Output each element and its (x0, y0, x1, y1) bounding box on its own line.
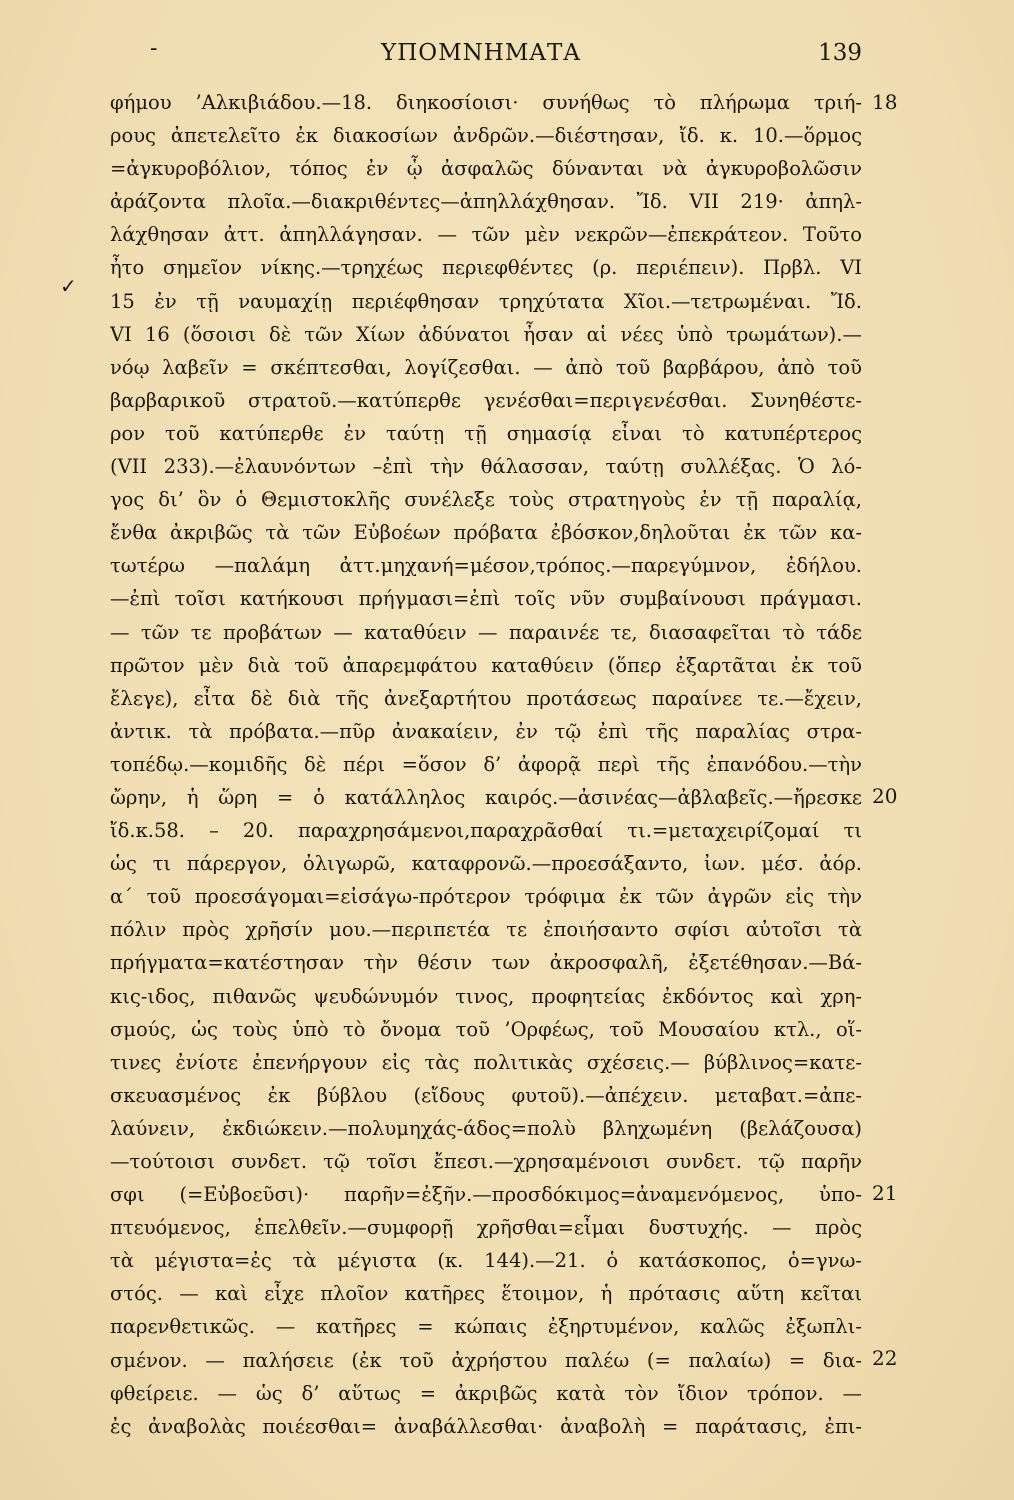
margin-number-22: 22 (872, 1346, 898, 1370)
text-line: τωτέρω —παλάμη ἀττ.μηχανή=μέσον,τρόπος.—παρεγύμνον, ἐδήλου. (110, 554, 862, 578)
text-line: ἐς ἀναβολὰς ποιέεσθαι= ἀναβάλλεσθαι· ἀναβολὴ = παράτασις, ἐπι- (110, 1414, 862, 1438)
text-line: τοπέδῳ.—κομιδῆς δὲ πέρι =ὅσον δ’ ἀφορᾷ περὶ τῆς ἐπανόδου.—τὴν (110, 752, 862, 776)
page-number: 139 (818, 40, 862, 66)
text-line: φθείρειε. — ὡς δ’ αὕτως = ἀκριβῶς κατὰ τὸν ἴδιον τρόπον. — (110, 1381, 862, 1405)
text-line: —τούτοισι συνδετ. τῷ τοῖσι ἔπεσι.—χρησαμένοισι συνδετ. τῷ παρῆν (110, 1150, 862, 1173)
text-line: πόλιν πρὸς χρῆσίν μου.—περιπετέα τε ἐποιήσαντο σφίσι αὐτοῖσι τὰ (110, 918, 862, 942)
text-line: σμένον. — παλήσειε (ἐκ τοῦ ἀχρήστου παλέω (= παλαίω) = δια- (110, 1348, 862, 1372)
text-line: σμούς, ὡς τοὺς ὑπὸ τὸ ὄνομα τοῦ ’Ορφέως, τοῦ Μουσαίου κτλ., οἵ- (110, 1017, 862, 1041)
text-line: α΄ τοῦ προεσάγομαι=εἰσάγω-πρότερον τρόφιμα ἐκ τῶν ἀγρῶν εἰς τὴν (110, 885, 862, 909)
text-line: ὤρην, ἡ ὥρη = ὁ κατάλληλος καιρός.—ἀσινέας—ἀβλαβεῖς.—ἤρεσκε (110, 785, 862, 809)
text-line: =ἀγκυροβόλιον, τόπος ἐν ᾧ ἀσφαλῶς δύνανται νὰ ἀγκυροβολῶσιν (110, 157, 862, 181)
text-line: τὰ μέγιστα=ἐς τὰ μέγιστα (κ. 144).—21. ὁ κατάσκοπος, ὁ=γνω- (110, 1249, 862, 1273)
text-line: τινες ἐνίοτε ἐπενήργουν εἰς τὰς πολιτικὰς σχέσεις.— βύβλινος=κατε- (110, 1050, 862, 1074)
text-line: — τῶν τε προβάτων — καταθύειν — παραινέε τε, διασαφεῖται τὸ τάδε (110, 620, 862, 644)
text-line: λαύνειν, ἐκδιώκειν.—πολυμηχάς-άδος=πολὺ βληχωμένη (βελάζουσα) (110, 1116, 862, 1140)
page-header (100, 36, 862, 76)
text-line: κις-ιδος, πιθανῶς ψευδώνυμόν τινος, προφητείας ἐκδόντος καὶ χρη- (110, 984, 862, 1008)
text-line: φήμου ’Αλκιβιάδου.—18. διηκοσίοισι· συνήθως τὸ πλήρωμα τριή- (110, 91, 862, 114)
text-line: πρήγματα=κατέστησαν τὴν θέσιν των ἀκροσφαλῆ, ἐξετέθησαν.—Βά- (110, 951, 862, 975)
text-line: παρενθετικῶς. — κατῆρες = κώπαις ἐξηρτυμένον, καλῶς ἐξωπλι- (110, 1315, 862, 1339)
text-line: πρῶτον μὲν διὰ τοῦ ἀπαρεμφάτου καταθύειν (ὅπερ ἐξαρτᾶται ἐκ τοῦ (110, 653, 862, 677)
margin-pencil-mark: ✓ (60, 274, 77, 298)
text-line: ἀντικ. τὰ πρόβατα.—πῦρ ἀνακαίειν, ἐν τῷ ἐπὶ τῆς παραλίας στρα- (110, 719, 862, 743)
text-line: ἔλεγε), εἶτα δὲ διὰ τῆς ἀνεξαρτήτου προτάσεως παραίνεε τε.—ἔχειν, (110, 686, 862, 710)
text-line: ἀράζοντα πλοῖα.—διακριθέντες—ἀπηλλάχθησαν. Ἴδ. VII 219· ἀπηλ- (110, 190, 862, 214)
text-line: πτευόμενος, ἐπελθεῖν.—συμφορῇ χρῆσθαι=εἶμαι δυστυχής. — πρὸς (110, 1216, 862, 1240)
text-line: βαρβαρικοῦ στρατοῦ.—κατύπερθε γενέσθαι=περιγενέσθαι. Συνηθέστε- (110, 388, 862, 412)
text-line: ἔνθα ἀκριβῶς τὰ τῶν Εὐβοέων πρόβατα ἐβόσκον,δηλοῦται ἐκ τῶν κα- (110, 521, 862, 545)
text-line: λάχθησαν ἀττ. ἀπηλλάγησαν. — τῶν μὲν νεκρῶν—ἐπεκράτεον. Τοῦτο (110, 223, 862, 247)
text-line: ἦτο σημεῖον νίκης.—τρηχέως περιεφθέντες (ρ. περιέπειν). Πρβλ. VI (110, 256, 862, 280)
text-line: ὡς τι πάρεργον, ὀλιγωρῶ, καταφρονῶ.—προεσάξαντο, ἰων. μέσ. ἀόρ. (110, 852, 862, 876)
commentary-text (110, 86, 862, 1443)
running-head-title: ΥΠΟΜΝΗΜΑΤΑ (381, 40, 581, 66)
text-line: 15 ἐν τῇ ναυμαχίῃ περιέφθησαν τρηχύτατα Χῖοι.—τετρωμέναι. Ἴδ. (110, 289, 862, 313)
text-line: —ἐπὶ τοῖσι κατήκουσι πρήγμασι=ἐπὶ τοῖς νῦν συμβαίνουσι πράγμασι. (110, 587, 862, 611)
margin-number-18: 18 (872, 90, 898, 114)
margin-number-20: 20 (872, 784, 898, 808)
margin-number-21: 21 (872, 1181, 898, 1205)
text-line: γος δι’ ὃν ὁ Θεμιστοκλῆς συνέλεξε τοὺς στρατηγοὺς ἐν τῇ παραλίᾳ, (110, 488, 862, 512)
text-line: ρον τοῦ κατύπερθε ἐν ταύτῃ τῇ σημασίᾳ εἶναι τὸ κατυπέρτερος (110, 421, 862, 445)
text-line: σφι (=Εὐβοεῦσι)· παρῆν=ἐξῆν.—προσδόκιμος=ἀναμενόμενος, ὑπο- (110, 1183, 862, 1207)
text-line: σκευασμένος ἐκ βύβλου (εἴδους φυτοῦ).—ἀπέχειν. μεταβατ.=ἀπε- (110, 1083, 862, 1107)
text-line: ρους ἀπετελεῖτο ἐκ διακοσίων ἀνδρῶν.—διέστησαν, ἴδ. κ. 10.—ὅρμος (110, 124, 862, 148)
text-line: ἴδ.κ.58. – 20. παραχρησάμενοι,παραχρᾶσθαί τι.=μεταχειρίζομαί τι (110, 819, 862, 843)
header-dash-mark: - (150, 36, 158, 61)
text-line: στός. — καὶ εἶχε πλοῖον κατῆρες ἕτοιμον, ἡ πρότασις αὕτη κεῖται (110, 1282, 862, 1306)
text-line: (VII 233).—ἐλαυνόντων –ἐπὶ τὴν θάλασσαν, ταύτῃ συλλέξας. Ὁ λό- (110, 455, 862, 479)
text-line: νόῳ λαβεῖν = σκέπτεσθαι, λογίζεσθαι. — ἀπὸ τοῦ βαρβάρου, ἀπὸ τοῦ (110, 355, 862, 379)
text-line: VI 16 (ὅσοισι δὲ τῶν Χίων ἀδύνατοι ἦσαν αἱ νέες ὑπὸ τρωμάτων).— (110, 322, 862, 346)
